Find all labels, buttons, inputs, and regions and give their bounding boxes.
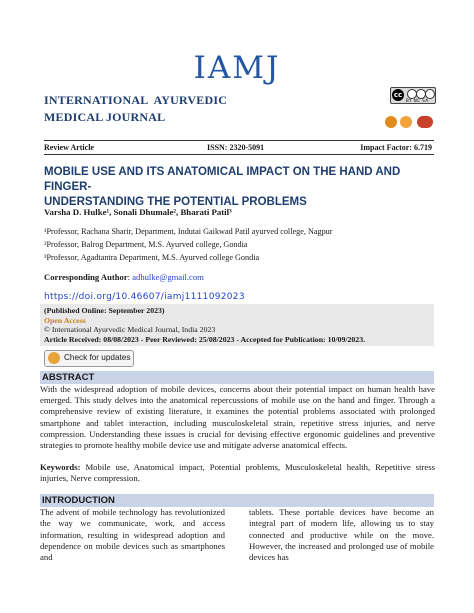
introduction-heading: INTRODUCTION [40,494,434,507]
abstract-text: With the widespread adoption of mobile devices, concerns about their potential impact on human health have emerged. This study delves into the anatomical repercussions of mobile use on the hand and finger. Through a comprehensive review of existing literature, it examines the potential problems associated with prolonged smartphone and tablet interaction, including musculoskeletal strain, repetitive stress injuries, and nerve compression. Understanding these issues is crucial for devising effective ergonomic guidelines and preventive strategies to promote healthy mobile device use and mitigate adverse anatomical effects. [40,384,435,451]
check-updates-label: Check for updates [64,353,131,362]
article-title-line2: UNDERSTANDING THE POTENTIAL PROBLEMS [44,196,307,208]
check-updates-icon [48,352,60,364]
journal-name [44,92,227,126]
abstract-heading: ABSTRACT [40,371,434,384]
article-type: Review Article [44,143,94,152]
keywords [40,462,435,484]
cc-icon: cc [393,91,403,99]
article-title-line1: MOBILE USE AND ITS ANATOMICAL IMPACT ON THE HAND AND FINGER- [44,166,401,193]
copyright: © International Ayurvedic Medical Journal, India 2023 [44,325,216,334]
keywords-label: Keywords: [40,462,81,472]
article-meta-row [44,140,434,155]
journal-logo: IAMJ [193,50,281,86]
issn: ISSN: 2320-5091 [207,143,265,152]
affiliation-1: ¹Professor, Rachana Sharir, Department, Indutai Gaikwad Patil ayurved college, Nagpur [44,227,333,236]
keywords-text: Mobile use, Anatomical impact, Potential problems, Musculoskeletal health, Repetitive stress injuries, Nerve compression. [40,462,435,484]
journal-name-line1: INTERNATIONAL AYURVEDIC [44,93,228,107]
introduction-col1: The advent of mobile technology has revolutionized the way we communicate, work, and access information, resulting in widespread adoption and dependence on mobile devices such as smartphones and [40,507,225,563]
cc-license-label: BY NC SA [406,98,429,103]
check-for-updates-button[interactable] [44,350,134,367]
affiliation-2: ²Professor, Balrog Department, M.S. Ayurved college, Gondia [44,240,248,249]
orcid-icon [385,116,397,128]
crossref-icon [417,116,433,128]
publication-info-box [40,304,434,346]
open-access-label: Open Access [44,316,86,325]
corresponding-email-link[interactable]: adhulke@gmail.com [132,272,204,282]
corresponding-author: Corresponding Author: adhulke@gmail.com [44,272,204,282]
published-online: (Published Online: September 2023) [44,306,165,315]
article-dates: Article Received: 08/08/2023 - Peer Reviewed: 25/08/2023 - Accepted for Publication: 10/09/2023. [44,335,366,344]
article-title [44,165,439,210]
corresponding-label: Corresponding Author [44,272,128,282]
open-access-icon [400,116,412,128]
affiliation-3: ³Professor, Agadtantra Department, M.S. Ayurved college Gondia [44,253,260,262]
introduction-col2: tablets. These portable devices have become an integral part of modern life, allowing us to stay connected and productive while on the move. However, the increased and prolonged use of mobile devices has [249,507,434,563]
doi-link[interactable]: https://doi.org/10.46607/iamj1111092023 [44,292,245,302]
index-icons [385,116,435,130]
authors: Varsha D. Hulke¹, Sonali Dhumale², Bharati Patil³ [44,207,232,217]
impact-factor: Impact Factor: 6.719 [360,143,432,152]
journal-name-line2: MEDICAL JOURNAL [44,110,166,124]
cc-license-badge[interactable] [390,87,436,104]
